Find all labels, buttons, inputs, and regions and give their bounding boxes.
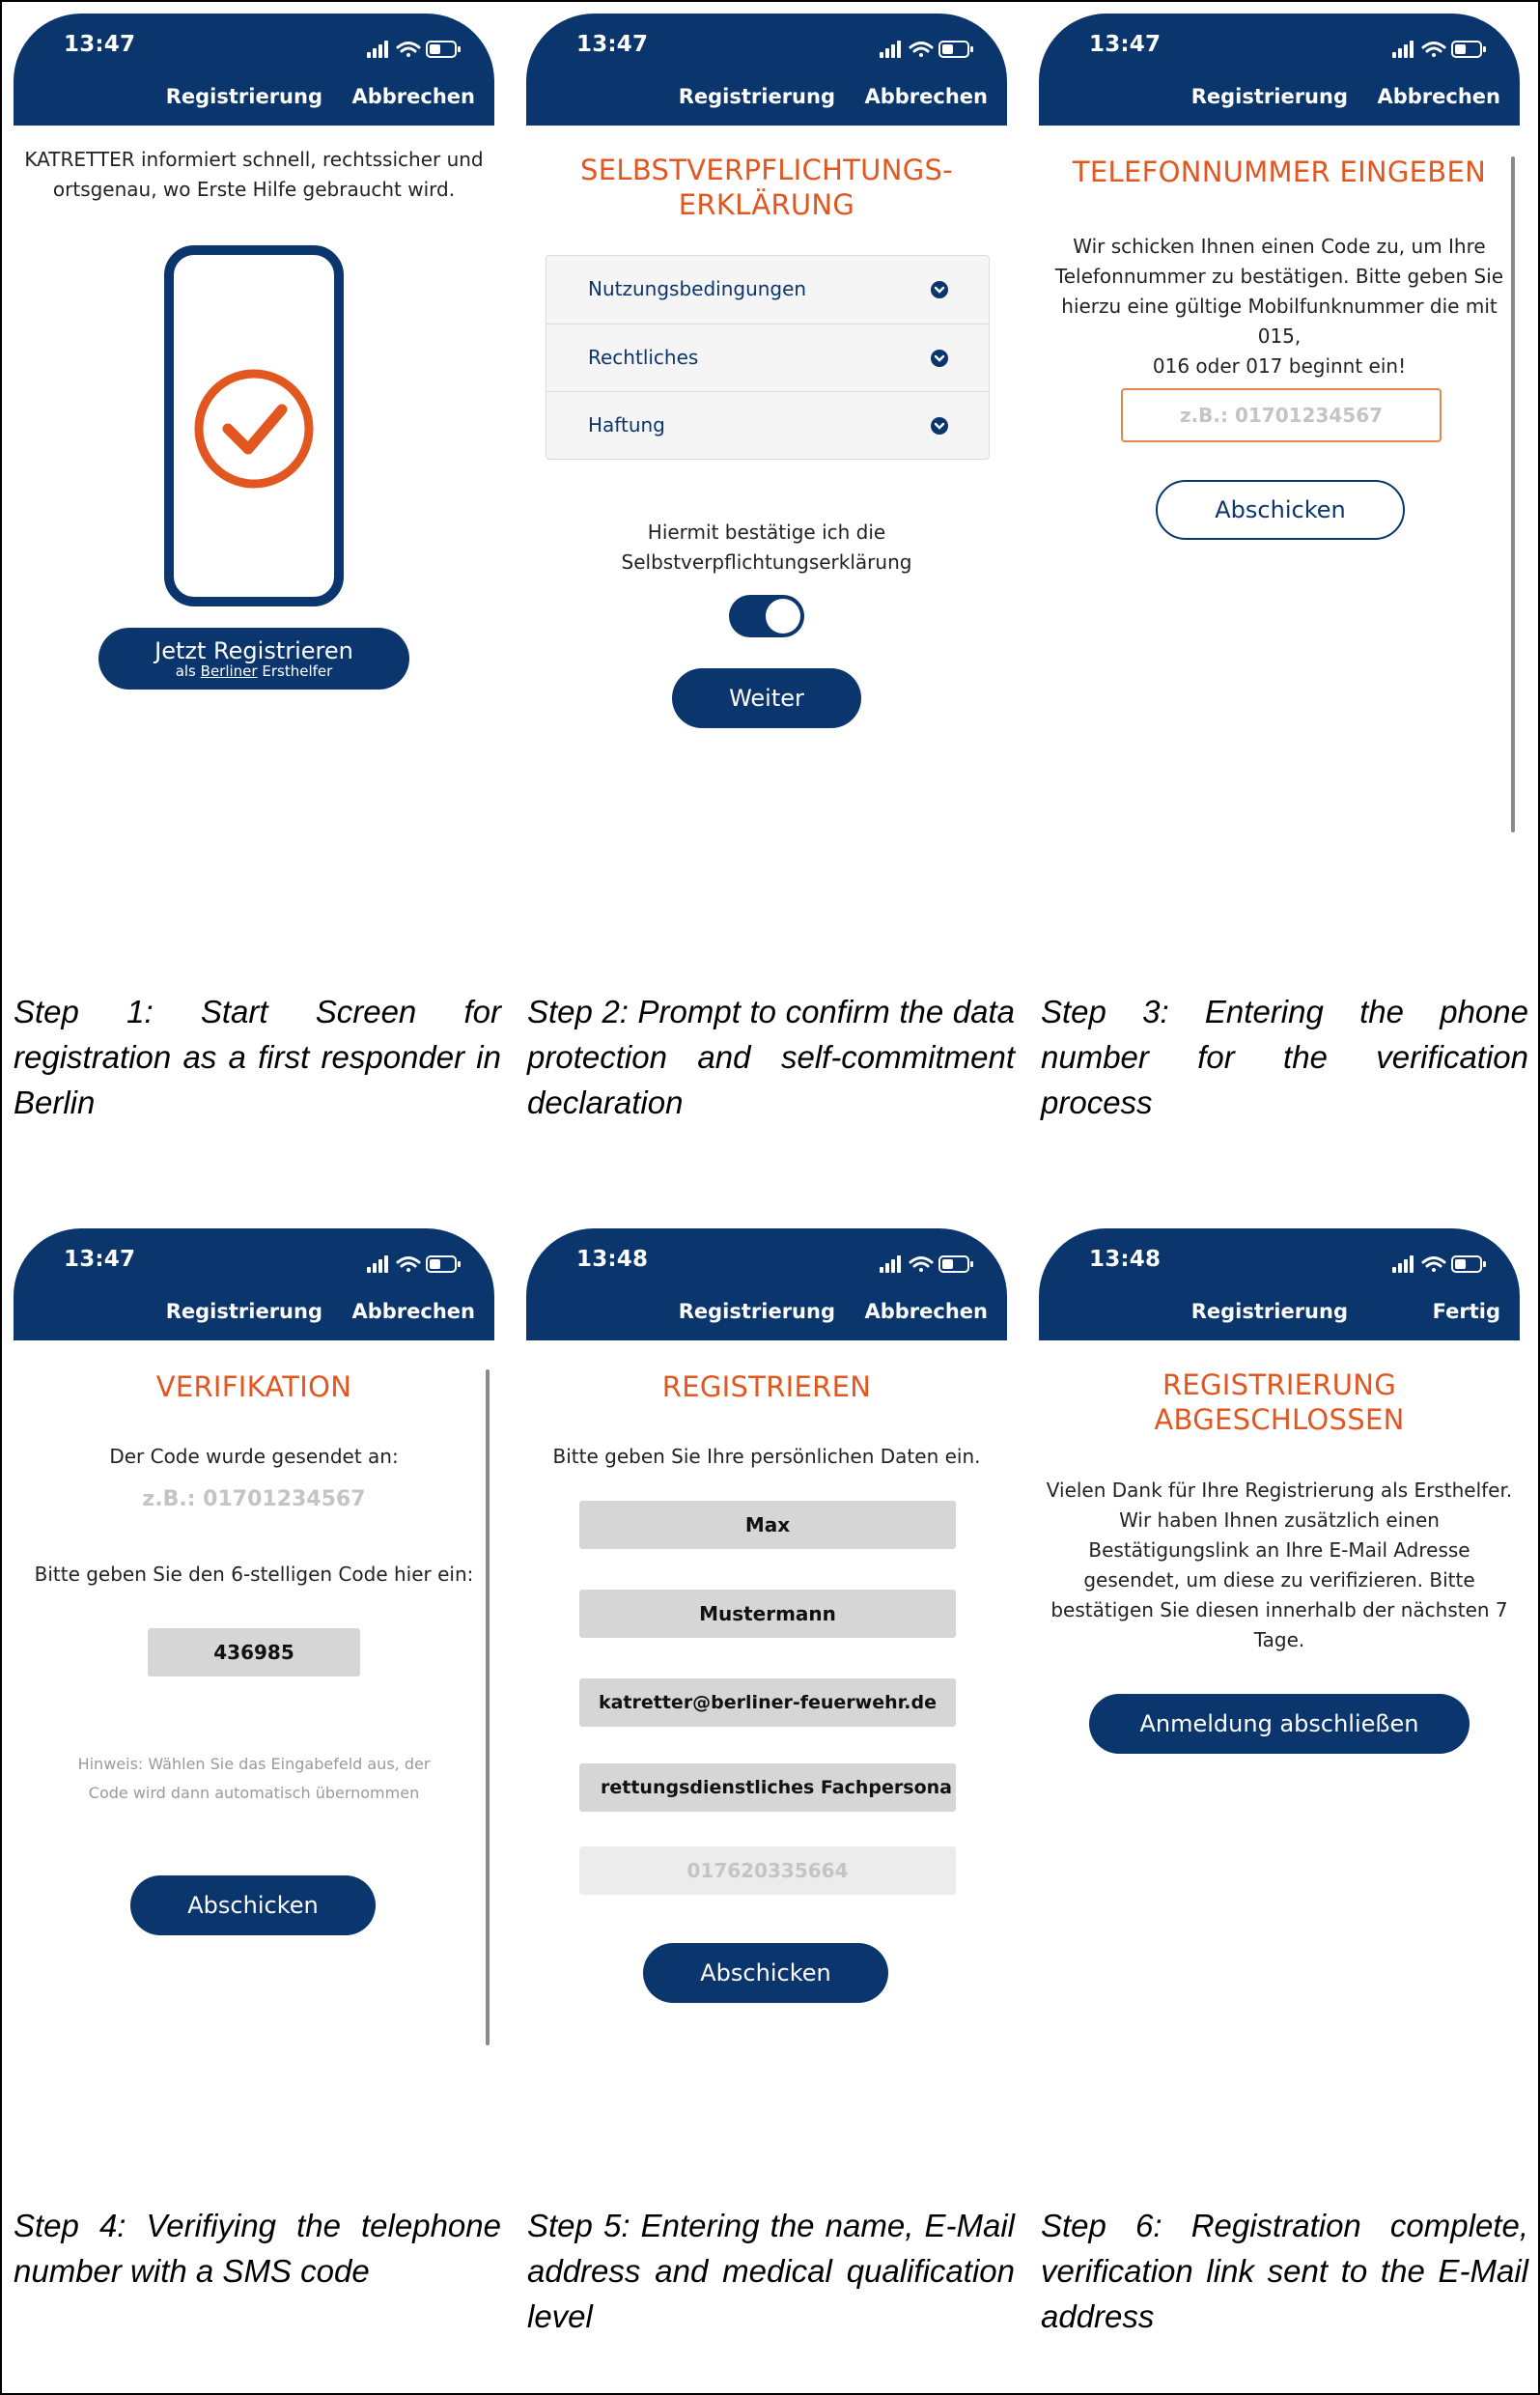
battery-icon bbox=[939, 1256, 973, 1272]
last-name-input[interactable]: Mustermann bbox=[579, 1590, 956, 1638]
status-time: 13:47 bbox=[64, 1247, 136, 1272]
signal-icon bbox=[1392, 41, 1414, 58]
wifi-icon bbox=[1423, 43, 1444, 58]
status-icons bbox=[367, 1254, 473, 1275]
status-icons bbox=[367, 39, 473, 60]
wifi-icon bbox=[398, 43, 419, 58]
code-input[interactable]: 436985 bbox=[148, 1628, 360, 1676]
status-time: 13:47 bbox=[64, 32, 136, 57]
phone-step-4 bbox=[14, 1228, 494, 2059]
toggle-knob bbox=[766, 599, 800, 634]
nav-title: Registrierung bbox=[1190, 85, 1348, 108]
code-prompt: Bitte geben Sie den 6-stelligen Code hier ein: bbox=[34, 1563, 474, 1586]
status-time: 13:47 bbox=[576, 32, 649, 57]
caption-step-4: Step 4: Verifiying the telephone number with a SMS code bbox=[14, 2208, 501, 2289]
signal-icon bbox=[367, 41, 388, 58]
page-title: VERIFIKATION bbox=[155, 1370, 352, 1403]
accordion-item-liability[interactable] bbox=[546, 391, 989, 460]
phone-step-6 bbox=[1039, 1228, 1520, 2059]
app-header bbox=[526, 1228, 1007, 1340]
signal-icon bbox=[880, 1255, 901, 1273]
submit-button[interactable]: Abschicken bbox=[1156, 480, 1405, 540]
cancel-button[interactable]: Abbrechen bbox=[864, 1300, 988, 1323]
app-header bbox=[1039, 14, 1520, 126]
data-prompt: Bitte geben Sie Ihre persönlichen Daten ein. bbox=[552, 1445, 981, 1468]
battery-icon bbox=[939, 42, 973, 57]
wifi-icon bbox=[398, 1258, 419, 1273]
first-name-input[interactable]: Max bbox=[579, 1501, 956, 1549]
intro-text: KATRETTER informiert schnell, rechtssicher und ortsgenau, wo Erste Hilfe gebraucht wird. bbox=[24, 148, 484, 201]
sent-to-label: Der Code wurde gesendet an: bbox=[109, 1445, 399, 1468]
nav-title: Registrierung bbox=[165, 1300, 322, 1323]
instruction-text: Wir schicken Ihnen einen Code zu, um Ihre Telefonnummer zu bestätigen. Bitte geben Sie hierzu eine gültige Mobilfunknummer die mit 015, 016 oder 017 beginnt ein! bbox=[1054, 235, 1504, 378]
accordion-label: Rechtliches bbox=[588, 346, 699, 369]
submit-button[interactable]: Abschicken bbox=[643, 1943, 888, 2003]
cancel-button[interactable]: Abbrechen bbox=[864, 85, 988, 108]
hint-text: Hinweis: Wählen Sie das Eingabefeld aus, der Code wird dann automatisch übernommen bbox=[77, 1755, 431, 1802]
caption-step-3: Step 3: Entering the phone number for the verification process bbox=[1041, 994, 1528, 1120]
nav-title: Registrierung bbox=[678, 1300, 835, 1323]
battery-icon bbox=[1452, 1256, 1486, 1272]
phone-step-5 bbox=[526, 1228, 1007, 2059]
register-now-button[interactable] bbox=[98, 628, 409, 690]
battery-icon bbox=[427, 42, 461, 57]
signal-icon bbox=[367, 1255, 388, 1273]
submit-button[interactable]: Abschicken bbox=[130, 1875, 376, 1935]
wifi-icon bbox=[910, 1258, 932, 1273]
confirmation-text: Vielen Dank für Ihre Registrierung als Ersthelfer. Wir haben Ihnen zusätzlich einen Bestätigungslink an Ihre E-Mail Adresse gesendet, um diese zu verifizieren. Bitte bestätigen Sie diesen innerhalb der nächsten 7 Tage. bbox=[1046, 1479, 1513, 1651]
page-title: SELBSTVERPFLICHTUNGS- ERKLÄRUNG bbox=[580, 154, 953, 221]
phone-step-2 bbox=[526, 14, 1007, 883]
nav-title: Registrierung bbox=[1190, 1300, 1348, 1323]
status-time: 13:48 bbox=[1089, 1247, 1162, 1272]
cancel-button[interactable]: Abbrechen bbox=[351, 1300, 475, 1323]
app-header bbox=[14, 1228, 494, 1340]
battery-icon bbox=[1452, 42, 1486, 57]
sent-to-number: z.B.: 01701234567 bbox=[142, 1487, 366, 1511]
confirm-text: Hiermit bestätige ich die Selbstverpflichtungserklärung bbox=[621, 521, 912, 574]
wifi-icon bbox=[1423, 1258, 1444, 1273]
nav-title: Registrierung bbox=[165, 85, 322, 108]
nav-title: Registrierung bbox=[678, 85, 835, 108]
caption-step-2: Step 2: Prompt to confirm the data protection and self-commitment declaration bbox=[527, 994, 1015, 1120]
accordion-label: Haftung bbox=[588, 413, 665, 437]
caption-step-6: Step 6: Registration complete, verification link sent to the E-Mail address bbox=[1041, 2208, 1528, 2334]
accordion-label: Nutzungsbedingungen bbox=[588, 277, 807, 300]
wifi-icon bbox=[910, 43, 932, 58]
register-now-sublabel: als Berliner Ersthelfer bbox=[175, 662, 333, 680]
finish-signup-button[interactable]: Anmeldung abschließen bbox=[1089, 1694, 1470, 1754]
declaration-accordion bbox=[546, 255, 990, 460]
page-title: REGISTRIEREN bbox=[661, 1370, 872, 1403]
qualification-select[interactable]: rettungsdienstliches Fachpersona bbox=[579, 1763, 956, 1812]
phone-checkmark-icon bbox=[164, 245, 344, 616]
scrollbar[interactable] bbox=[1511, 156, 1515, 832]
phone-step-3 bbox=[1039, 14, 1520, 883]
status-time: 13:48 bbox=[576, 1247, 649, 1272]
app-header bbox=[1039, 1228, 1520, 1340]
status-icons bbox=[880, 39, 986, 60]
email-input[interactable]: katretter@berliner-feuerwehr.de bbox=[579, 1678, 956, 1727]
next-button[interactable]: Weiter bbox=[672, 668, 861, 728]
cancel-button[interactable]: Abbrechen bbox=[1377, 85, 1500, 108]
status-time: 13:47 bbox=[1089, 32, 1162, 57]
phone-input[interactable]: z.B.: 01701234567 bbox=[1121, 388, 1442, 442]
page-title: REGISTRIERUNG ABGESCHLOSSEN bbox=[1154, 1368, 1405, 1436]
signal-icon bbox=[880, 41, 901, 58]
accordion-item-terms[interactable] bbox=[546, 256, 989, 324]
done-button[interactable]: Fertig bbox=[1432, 1300, 1500, 1323]
register-now-label: Jetzt Registrieren bbox=[154, 636, 353, 664]
phone-step-1 bbox=[14, 14, 494, 883]
scrollbar[interactable] bbox=[486, 1369, 490, 2045]
page-title: TELEFONNUMMER EINGEBEN bbox=[1072, 155, 1487, 188]
chevron-down-icon bbox=[931, 417, 948, 435]
status-icons bbox=[1392, 39, 1498, 60]
signal-icon bbox=[1392, 1255, 1414, 1273]
phone-number-input[interactable]: 017620335664 bbox=[579, 1846, 956, 1895]
caption-step-5: Step 5: Entering the name, E-Mail address and medical qualification level bbox=[527, 2208, 1015, 2334]
status-icons bbox=[1392, 1254, 1498, 1275]
confirm-toggle[interactable] bbox=[729, 595, 804, 637]
battery-icon bbox=[427, 1256, 461, 1272]
chevron-down-icon bbox=[931, 281, 948, 298]
cancel-button[interactable]: Abbrechen bbox=[351, 85, 475, 108]
app-header bbox=[526, 14, 1007, 126]
app-header bbox=[14, 14, 494, 126]
accordion-item-legal[interactable] bbox=[546, 324, 989, 392]
status-icons bbox=[880, 1254, 986, 1275]
chevron-down-icon bbox=[931, 350, 948, 367]
caption-step-1: Step 1: Start Screen for registration as a first responder in Berlin bbox=[14, 994, 501, 1120]
